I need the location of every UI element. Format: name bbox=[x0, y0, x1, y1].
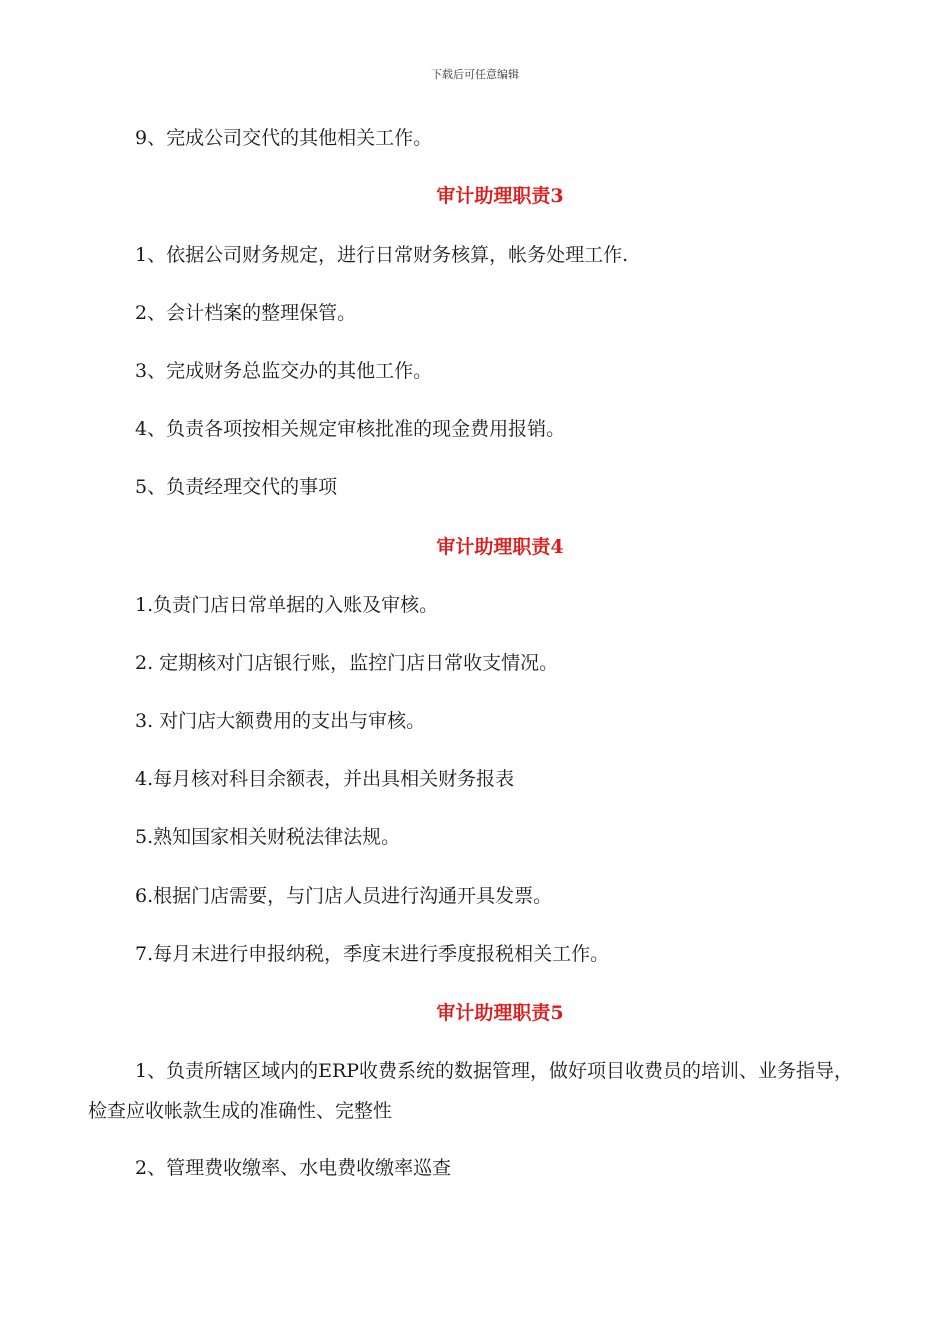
page-header: 下载后可任意编辑 bbox=[431, 68, 519, 81]
list-item: 5.熟知国家相关财税法律法规。 bbox=[135, 826, 401, 848]
list-item: 5、负责经理交代的事项 bbox=[135, 476, 338, 498]
list-item: 7.每月末进行申报纳税，季度末进行季度报税相关工作。 bbox=[135, 943, 610, 965]
list-item: 3、完成财务总监交办的其他工作。 bbox=[135, 360, 433, 382]
list-item: 4、负责各项按相关规定审核批准的现金费用报销。 bbox=[135, 418, 566, 440]
list-item: 1、依据公司财务规定，进行日常财务核算，帐务处理工作. bbox=[135, 244, 629, 266]
list-item: 2、会计档案的整理保管。 bbox=[135, 302, 357, 324]
section-title-5: 审计助理职责5 bbox=[436, 1002, 564, 1024]
list-item: 4.每月核对科目余额表，并出具相关财务报表 bbox=[135, 768, 515, 790]
list-item: 1.负责门店日常单据的入账及审核。 bbox=[135, 594, 439, 616]
list-item: 2. 定期核对门店银行账，监控门店日常收支情况。 bbox=[135, 652, 559, 674]
list-item: 6.根据门店需要，与门店人员进行沟通开具发票。 bbox=[135, 885, 553, 907]
section-title-3: 审计助理职责3 bbox=[436, 185, 564, 207]
list-item: 1、负责所辖区域内的ERP收费系统的数据管理，做好项目收费员的培训、业务指导，检查应收帐款生成的准确性、完整性 bbox=[88, 1060, 854, 1122]
section-title-4: 审计助理职责4 bbox=[436, 536, 564, 558]
list-item: 3. 对门店大额费用的支出与审核。 bbox=[135, 710, 426, 732]
list-item: 2、管理费收缴率、水电费收缴率巡查 bbox=[135, 1157, 452, 1179]
list-item: 9、完成公司交代的其他相关工作。 bbox=[135, 127, 433, 149]
